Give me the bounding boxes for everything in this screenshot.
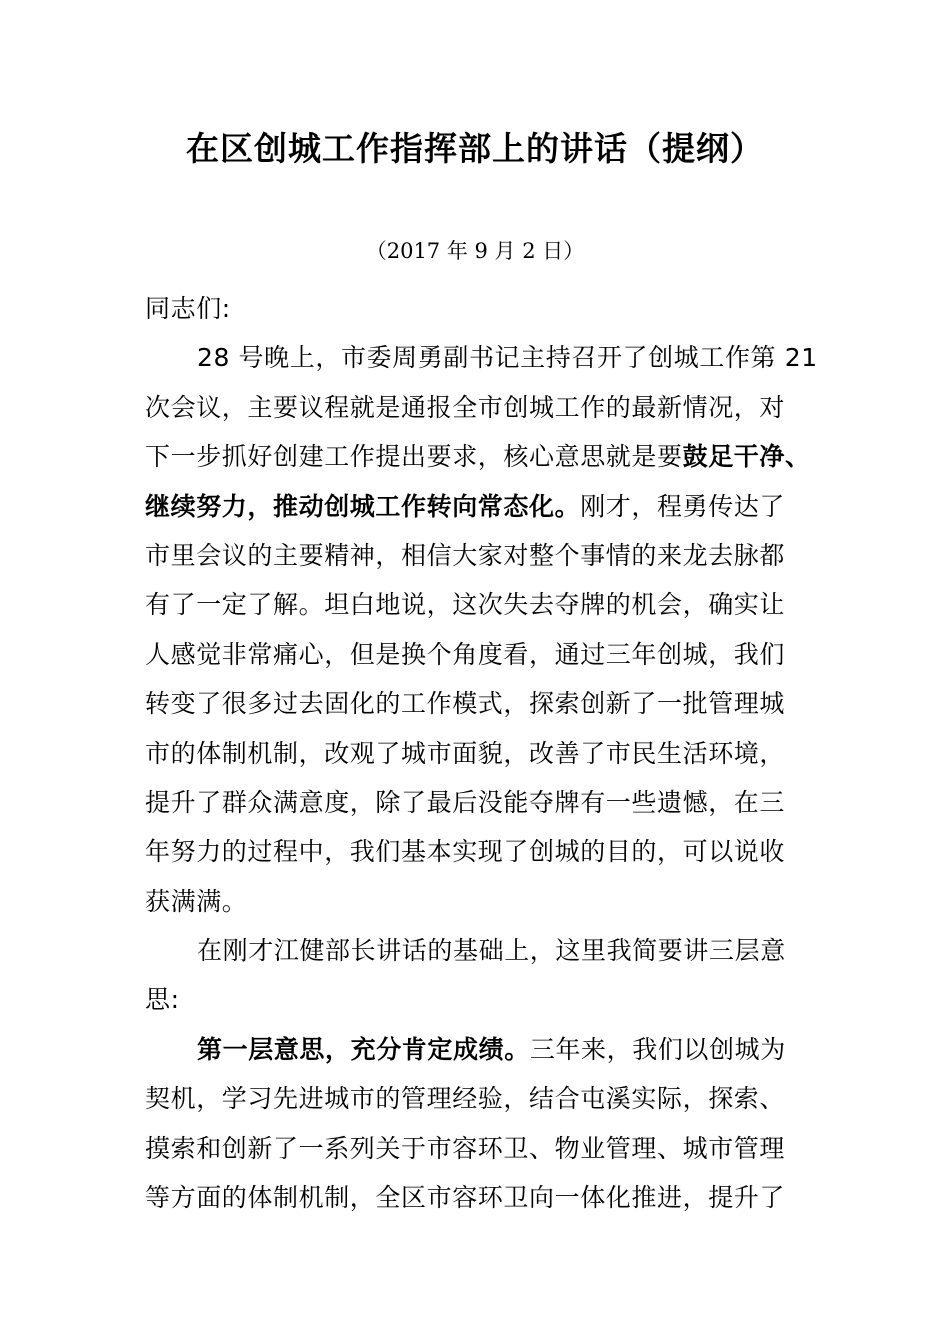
paragraph-line: 转变了很多过去固化的工作模式，探索创新了一批管理城 — [145, 689, 786, 719]
paragraph-line: 摸索和创新了一系列关于市容环卫、物业管理、城市管理 — [145, 1133, 786, 1163]
paragraph-line: 获满满。 — [145, 886, 248, 916]
paragraph-line — [145, 432, 815, 481]
salutation: 同志们: — [145, 294, 231, 323]
paragraph-text: 下一步抓好创建工作提出要求，核心意思就是要 — [145, 442, 683, 472]
paragraph-line: 有了一定了解。坦白地说，这次失去夺牌的机会，确实让 — [145, 590, 786, 620]
paragraph-line: 提升了群众满意度，除了最后没能夺牌有一些遗憾，在三 — [145, 787, 786, 817]
paragraph-line: 在刚才江健部长讲话的基础上，这里我简要讲三层意 — [197, 936, 786, 966]
paragraph-line: 市的体制机制，改观了城市面貌，改善了市民生活环境， — [145, 738, 786, 768]
paragraph-text: 三年来，我们以创城为 — [529, 1034, 786, 1064]
section-heading: 第一层意思，充分肯定成绩。 — [197, 1034, 530, 1064]
paragraph-line: 年努力的过程中，我们基本实现了创城的目的，可以说收 — [145, 837, 786, 867]
document-body — [145, 284, 818, 1222]
paragraph-line: 28 号晚上，市委周勇副书记主持召开了创城工作第 21 — [197, 343, 818, 373]
paragraph-line: 市里会议的主要精神，相信大家对整个事情的来龙去脉都 — [145, 540, 786, 570]
document-date: （2017 年 9 月 2 日） — [365, 239, 585, 263]
paragraph-text: 刚才，程勇传达了 — [580, 491, 786, 521]
emphasis-text: 鼓足干净、 — [682, 442, 811, 472]
emphasis-text: 继续努力，推动创城工作转向常态化。 — [145, 491, 581, 521]
paragraph-line: 人感觉非常痛心，但是换个角度看，通过三年创城，我们 — [145, 639, 786, 669]
document-title: 在区创城工作指挥部上的讲话（提纲） — [186, 129, 764, 168]
paragraph-line — [145, 482, 815, 531]
paragraph-3 — [145, 1025, 815, 1223]
paragraph-line — [145, 1025, 815, 1074]
paragraph-1 — [145, 333, 818, 926]
paragraph-2 — [145, 926, 815, 1025]
paragraph-line: 次会议，主要议程就是通报全市创城工作的最新情况，对 — [145, 392, 786, 422]
paragraph-line: 契机，学习先进城市的管理经验，结合屯溪实际，探索、 — [145, 1084, 786, 1114]
paragraph-line: 思: — [145, 985, 180, 1015]
paragraph-line: 等方面的体制机制，全区市容环卫向一体化推进，提升了 — [145, 1183, 786, 1213]
